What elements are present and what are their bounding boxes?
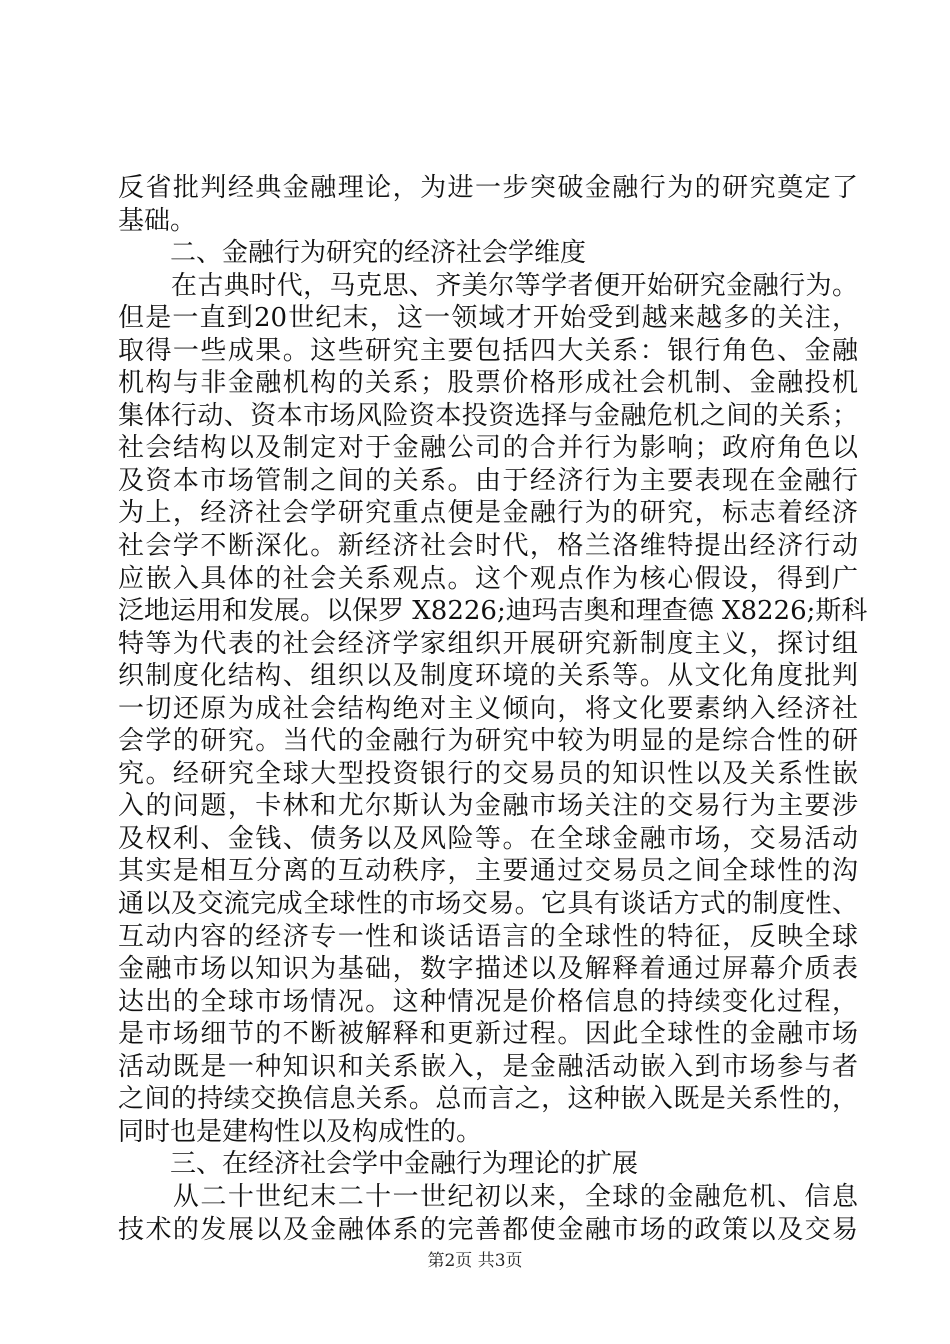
text-line: 织制度化结构、组织以及制度环境的关系等。从文化角度批判 bbox=[118, 661, 858, 692]
text-line: 同时也是建构性以及构成性的。 bbox=[118, 1116, 483, 1147]
text-line: 机构与非金融机构的关系；股票价格形成社会机制、金融投机 bbox=[118, 368, 858, 399]
page-footer: 第2页 共3页 bbox=[427, 1251, 523, 1271]
text-line: 其实是相互分离的互动秩序，主要通过交易员之间全球性的沟 bbox=[118, 856, 858, 887]
text-line: 但是一直到20世纪末，这一领域才开始受到越来越多的关注， bbox=[118, 303, 858, 334]
text-line: 特等为代表的社会经济学家组织开展研究新制度主义，探讨组 bbox=[118, 628, 858, 659]
text-line: 及资本市场管制之间的关系。由于经济行为主要表现在金融行 bbox=[118, 465, 858, 496]
text-line: 互动内容的经济专一性和谈话语言的全球性的特征，反映全球 bbox=[118, 921, 858, 952]
text-line: 一切还原为成社会结构绝对主义倾向，将文化要素纳入经济社 bbox=[118, 693, 858, 724]
text-line: 金融市场以知识为基础，数字描述以及解释着通过屏幕介质表 bbox=[118, 954, 858, 985]
text-line: 在古典时代，马克思、齐美尔等学者便开始研究金融行为。 bbox=[118, 270, 858, 301]
text-line: 取得一些成果。这些研究主要包括四大关系：银行角色、金融 bbox=[118, 335, 858, 366]
text-line: 反省批判经典金融理论，为进一步突破金融行为的研究奠定了 bbox=[118, 173, 858, 203]
text-line: 入的问题，卡林和尤尔斯认为金融市场关注的交易行为主要涉 bbox=[118, 791, 858, 822]
text-line: 技术的发展以及金融体系的完善都使金融市场的政策以及交易 bbox=[118, 1214, 858, 1245]
text-line: 为上，经济社会学研究重点便是金融行为的研究，标志着经济 bbox=[118, 498, 858, 529]
text-line: 之间的持续交换信息关系。总而言之，这种嵌入既是关系性的， bbox=[118, 1084, 858, 1115]
text-line: 会学的研究。当代的金融行为研究中较为明显的是综合性的研 bbox=[118, 726, 858, 757]
section-heading: 二、金融行为研究的经济社会学维度 bbox=[118, 238, 587, 269]
text-line: 基础。 bbox=[118, 205, 197, 236]
text-line: 达出的全球市场情况。这种情况是价格信息的持续变化过程， bbox=[118, 986, 858, 1017]
text-line: 活动既是一种知识和关系嵌入，是金融活动嵌入到市场参与者 bbox=[118, 1051, 858, 1082]
text-line: 究。经研究全球大型投资银行的交易员的知识性以及关系性嵌 bbox=[118, 758, 858, 789]
text-line: 通以及交流完成全球性的市场交易。它具有谈话方式的制度性、 bbox=[118, 889, 858, 920]
text-line: 社会结构以及制定对于金融公司的合并行为影响；政府角色以 bbox=[118, 433, 858, 464]
text-line: 从二十世纪末二十一世纪初以来，全球的金融危机、信息 bbox=[118, 1181, 858, 1212]
section-heading: 三、在经济社会学中金融行为理论的扩展 bbox=[118, 1149, 639, 1180]
text-line: 应嵌入具体的社会关系观点。这个观点作为核心假设，得到广 bbox=[118, 563, 858, 594]
text-line: 是市场细节的不断被解释和更新过程。因此全球性的金融市场 bbox=[118, 1019, 858, 1050]
text-line: 及权利、金钱、债务以及风险等。在全球金融市场，交易活动 bbox=[118, 823, 858, 854]
text-line: 社会学不断深化。新经济社会时代，格兰洛维特提出经济行动 bbox=[118, 531, 858, 562]
text-line: 集体行动、资本市场风险资本投资选择与金融危机之间的关系； bbox=[118, 400, 858, 431]
body-text bbox=[118, 172, 868, 1246]
text-line: 泛地运用和发展。以保罗 X8226;迪玛吉奥和理查德 X8226;斯科 bbox=[118, 596, 868, 627]
